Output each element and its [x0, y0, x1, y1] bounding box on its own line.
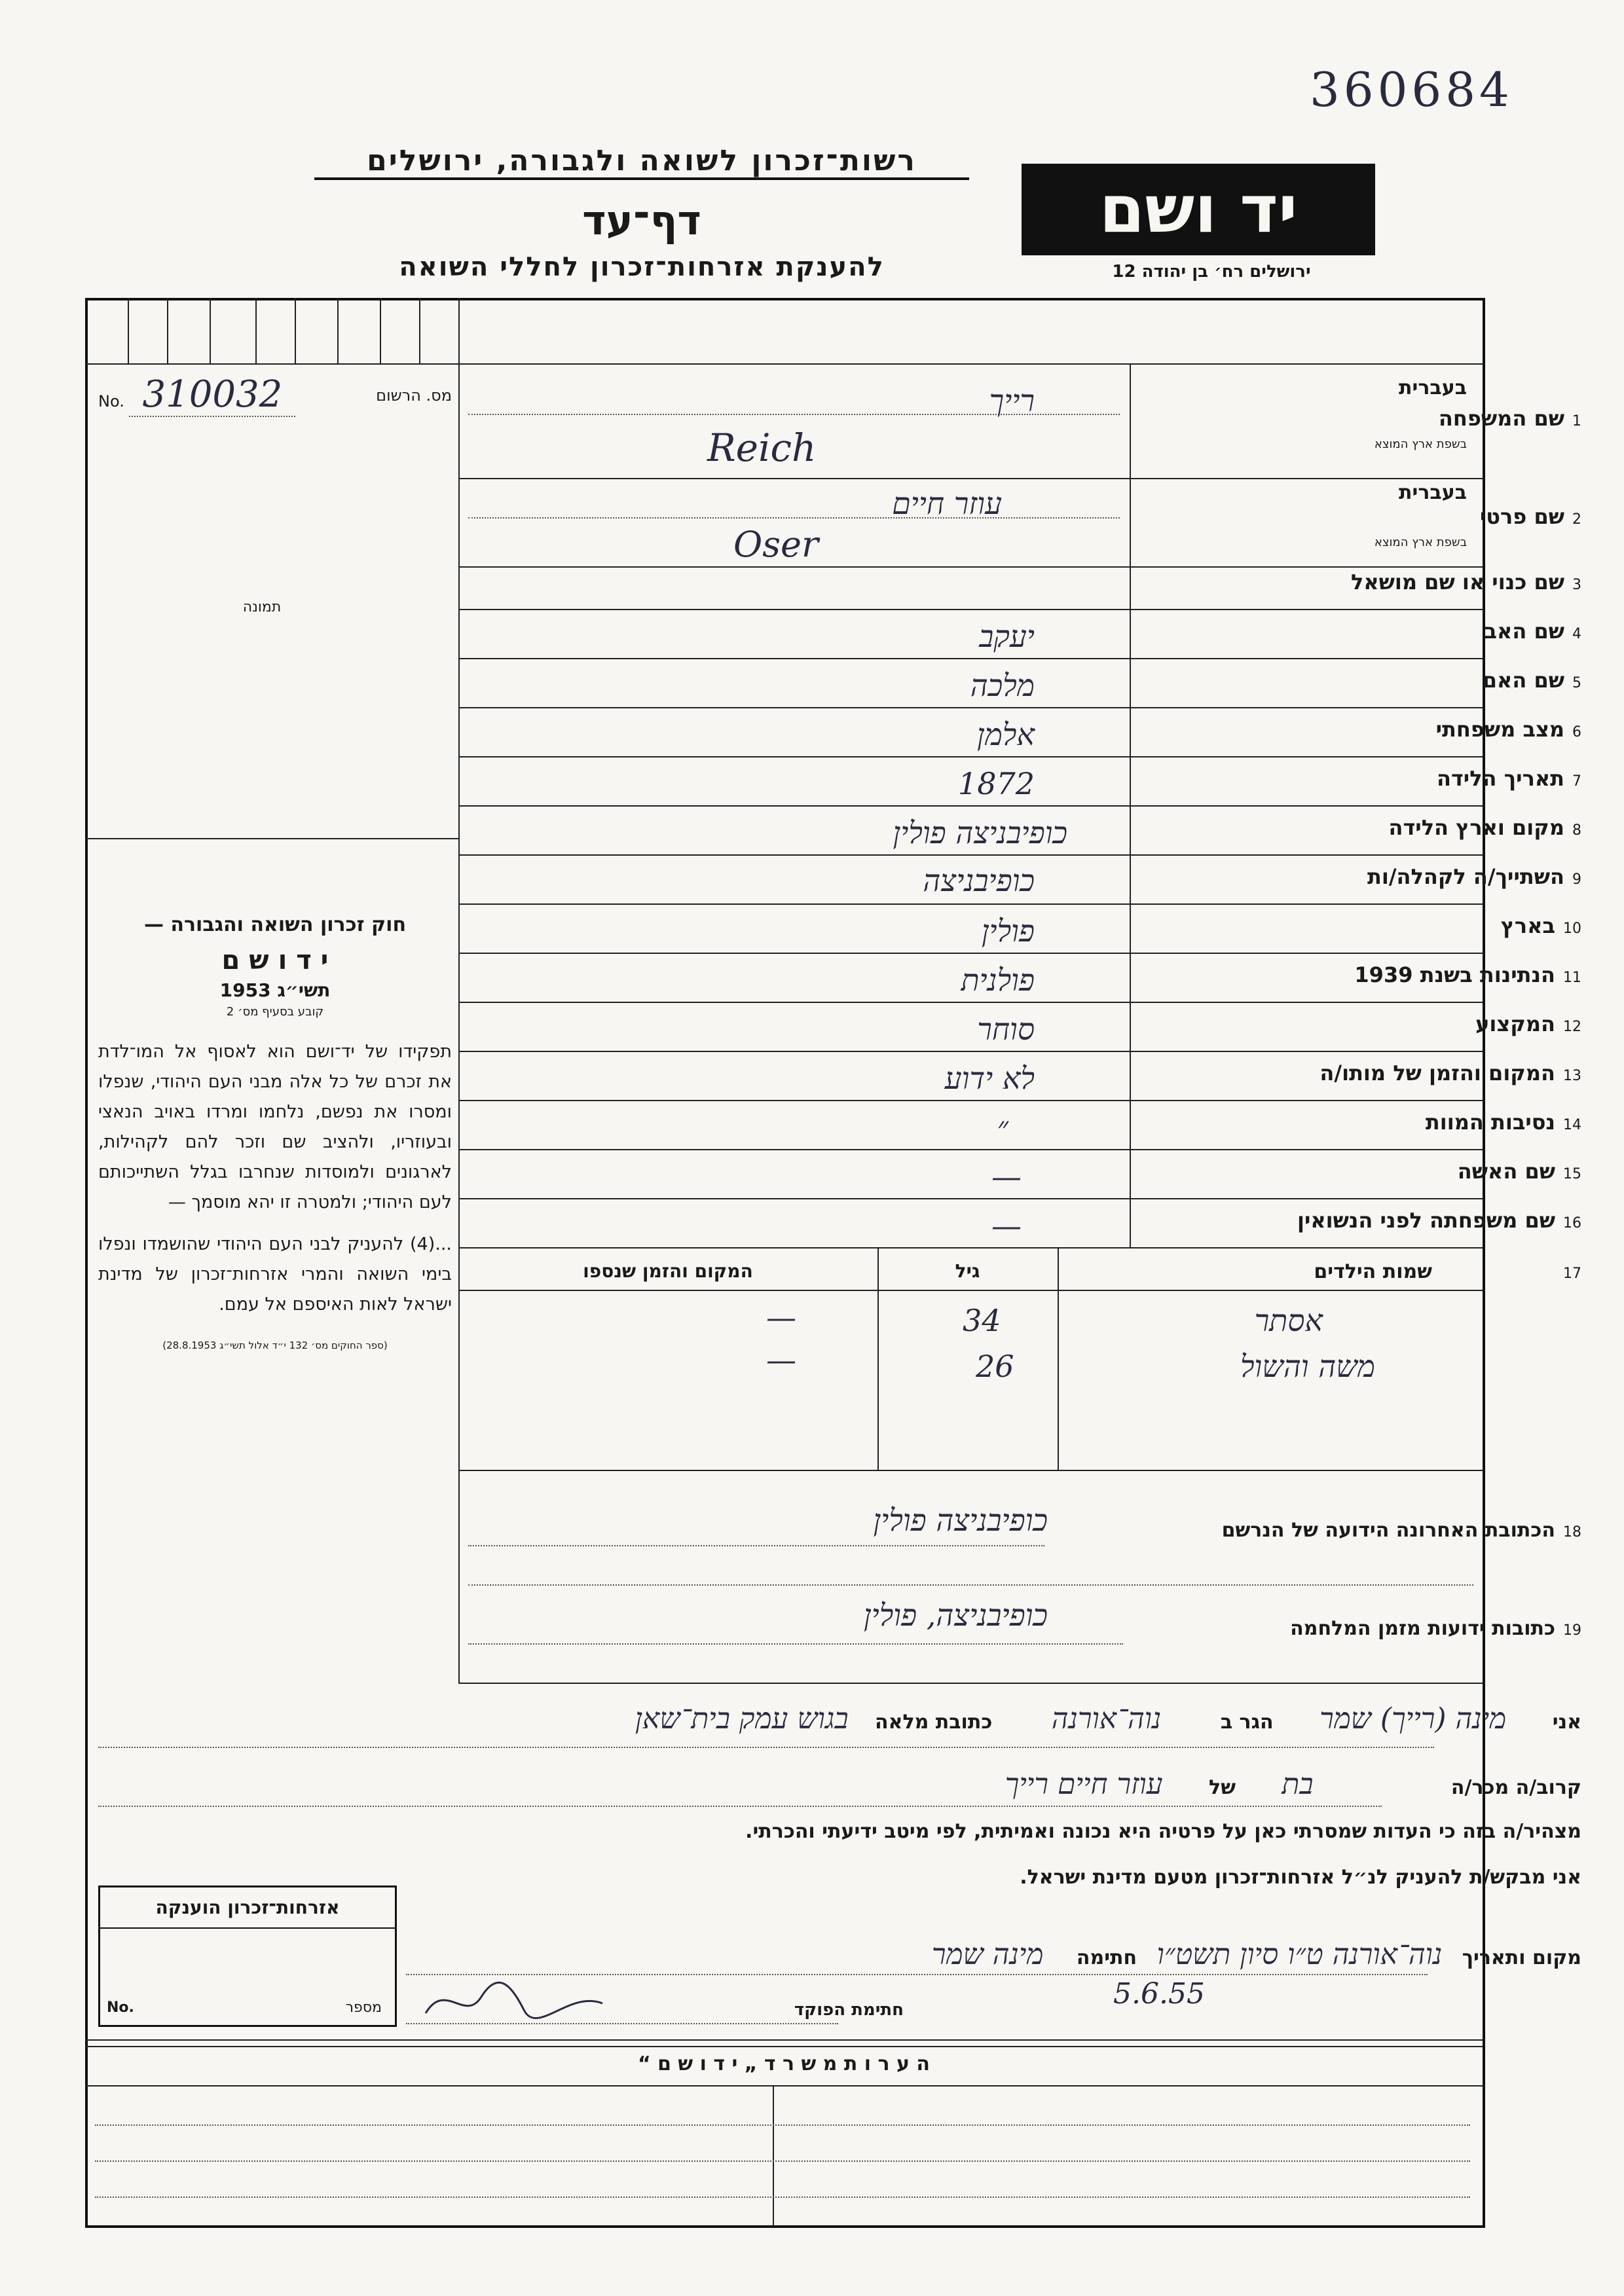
field-16-label — [1297, 1208, 1581, 1233]
field-14-label — [1426, 1110, 1581, 1135]
declarant-name: מינה (רייך) שמר — [1320, 1702, 1507, 1736]
field-16-label-text: שם משפחתה לפני הנשואין — [1297, 1208, 1555, 1233]
field-15-number: 15 — [1563, 1166, 1581, 1182]
photo-placeholder-label: תמונה — [242, 599, 282, 615]
field-19-dotline — [468, 1643, 1123, 1645]
field-9-label-text: השתייך/ה לקהלה/ות — [1367, 864, 1564, 889]
field-13-label — [1320, 1061, 1581, 1085]
row-line — [458, 1002, 1483, 1003]
children-bottom-line — [458, 1470, 1483, 1471]
row-line — [458, 1051, 1483, 1052]
address-bottom-line — [458, 1683, 1483, 1684]
law-year: תשי״ג 1953 — [219, 979, 331, 1001]
law-clause: קובע בסעיף מס׳ 2 — [226, 1005, 324, 1019]
field-6-label-text: מצב משפחתי — [1435, 717, 1564, 742]
field-7-number: 7 — [1572, 773, 1581, 790]
form-title: דף־עד — [582, 196, 701, 244]
strip-divider — [337, 298, 339, 363]
field-18-dotline — [468, 1545, 1044, 1546]
child-1-name: אסתר — [1254, 1303, 1323, 1338]
field-4-number: 4 — [1572, 626, 1581, 642]
row-line — [458, 805, 1483, 807]
row-line — [458, 953, 1483, 954]
registration-block — [98, 373, 452, 416]
field-3-label — [1351, 570, 1581, 594]
field-16-value: — — [991, 1208, 1022, 1243]
field-9-label — [1367, 864, 1581, 889]
strip-divider — [419, 298, 420, 363]
place-date-line — [501, 1938, 1581, 1971]
resides-label: הגר ב — [1220, 1711, 1274, 1734]
archive-stamp-number: 360684 — [1310, 62, 1513, 117]
row-line — [458, 478, 1483, 479]
field-8-label — [1388, 815, 1581, 840]
child-2-age: 26 — [976, 1349, 1014, 1384]
field-1-label — [1439, 406, 1581, 431]
field-14-number: 14 — [1563, 1117, 1581, 1133]
field-2-value-origin: Oser — [733, 524, 819, 565]
field-2-dotline — [468, 517, 1120, 519]
form-subtitle: להענקת אזרחות־זכרון לחללי השואה — [399, 252, 885, 282]
field-5-label — [1483, 668, 1581, 693]
field-19-label-text: כתובות ידועות מזמן המלחמה — [1290, 1617, 1555, 1640]
field-8-number: 8 — [1572, 822, 1581, 839]
field-2-label-text: שם פרטי — [1479, 504, 1564, 529]
field-10-label-text: בארץ — [1500, 913, 1555, 938]
memorial-box-number-row — [107, 1999, 382, 2016]
row-line — [458, 854, 1483, 856]
field-6-number: 6 — [1572, 724, 1581, 740]
resides-value: נוה־אורנה — [1051, 1702, 1162, 1736]
field-17-number: 17 — [1563, 1266, 1581, 1282]
field-12-number: 12 — [1563, 1019, 1581, 1035]
strip-divider — [128, 298, 129, 363]
left-column-divider — [458, 298, 460, 1683]
office-notes-line — [95, 2160, 1470, 2162]
field-2-label — [1480, 504, 1581, 529]
field-18-dotline-2 — [468, 1584, 1473, 1586]
field-1-number: 1 — [1572, 413, 1581, 429]
registration-number: 310032 — [129, 373, 295, 417]
header-strip-line — [85, 363, 1483, 365]
strip-divider — [255, 298, 257, 363]
field-18-value: כופיבניצה פולין — [873, 1503, 1048, 1538]
declaration-statement-2: אני מבקש/ת להעניק לנ״ל אזרחות־זכרון מטעם מדינת ישראל. — [1020, 1866, 1581, 1889]
field-15-label-text: שם האשה — [1457, 1159, 1555, 1184]
authority-name: רשות־זכרון לשואה ולגבורה, ירושלים — [314, 144, 969, 180]
field-1-value-origin: Reich — [707, 426, 817, 470]
field-1-label-text: שם המשפחה — [1438, 406, 1564, 431]
field-1-hebrew-tag: בעברית — [1399, 376, 1467, 399]
field-7-label — [1437, 766, 1581, 791]
field-4-value: יעקב — [979, 619, 1035, 654]
field-5-value: מלכה — [970, 668, 1035, 703]
registration-label: מס. הרשום — [376, 386, 452, 405]
law-clause-4: ...(4) להעניק לבני העם היהודי שהושמדו ונפלו בימי השואה והמרי אזרחות־זכרון של מדינת ישראל לאות האיספם אל עמם. — [98, 1234, 452, 1315]
row-line — [458, 903, 1483, 905]
field-2-sub-tag: בשפת ארץ המוצא — [1374, 536, 1467, 549]
field-9-number: 9 — [1572, 871, 1581, 888]
field-10-label — [1501, 913, 1581, 938]
field-1-value-hebrew: רייך — [989, 383, 1035, 418]
field-14-value: ״ — [997, 1110, 1008, 1145]
memorial-citizenship-box — [98, 1886, 397, 2027]
strip-divider — [210, 298, 211, 363]
strip-divider — [167, 298, 168, 363]
place-date-dotline — [406, 1974, 1428, 1975]
declaration-dotline-1 — [98, 1747, 1434, 1748]
field-11-label-text: הנתינות בשנת 1939 — [1354, 962, 1555, 987]
field-2-value-hebrew: עוזר חיים — [892, 486, 1002, 521]
children-col-divider — [1058, 1247, 1059, 1470]
children-names-label: שמות הילדים — [1314, 1260, 1432, 1283]
logo-address: ירושלים רח׳ בן יהודה 12 — [1112, 262, 1311, 282]
office-notes-header-line — [85, 2085, 1483, 2086]
relation-value: בת — [1282, 1768, 1314, 1801]
row-line — [458, 658, 1483, 659]
children-age-header: גיל — [955, 1260, 980, 1282]
full-address-value: בגוש עמק בית־שאן — [635, 1702, 849, 1736]
row-line — [458, 1198, 1483, 1199]
office-notes-title: ה ע ר ו ת מ ש ר ד „ י ד ו ש ם “ — [637, 2052, 931, 2075]
declaration-line-1 — [219, 1702, 1581, 1736]
declaration-i-label: אני — [1552, 1711, 1581, 1734]
field-11-value: פולנית — [961, 962, 1035, 998]
office-notes-divider — [773, 2085, 774, 2226]
declaration-dotline-2 — [98, 1806, 1382, 1807]
child-2-place: — — [766, 1342, 796, 1377]
office-notes-top-line — [85, 2039, 1483, 2041]
field-2-hebrew-tag: בעברית — [1399, 481, 1467, 504]
field-12-label — [1475, 1011, 1581, 1036]
of-label: של — [1209, 1776, 1236, 1799]
field-18-label-text: הכתובת האחרונה הידועה של הנרשם — [1221, 1519, 1555, 1542]
field-5-number: 5 — [1572, 675, 1581, 691]
field-18-number: 18 — [1563, 1524, 1581, 1540]
field-6-label — [1436, 717, 1581, 742]
place-date-value: נוה־אורנה ט״ו סיון תשט״ו — [1156, 1938, 1443, 1971]
field-16-number: 16 — [1563, 1215, 1581, 1231]
date-numeric: 5.6.55 — [1113, 1977, 1205, 2011]
field-10-number: 10 — [1563, 920, 1581, 937]
field-13-label-text: המקום והזמן של מותו/ה — [1320, 1061, 1555, 1085]
field-3-label-text: שם כנוי או שם מושאל — [1350, 570, 1564, 594]
field-14-label-text: נסיבות המוות — [1425, 1110, 1555, 1135]
field-15-label — [1458, 1159, 1581, 1184]
full-address-label: כתובת מלאה — [875, 1711, 993, 1734]
field-10-value: פולין — [981, 913, 1035, 949]
office-notes-line — [95, 2124, 1470, 2126]
field-11-label — [1354, 962, 1581, 987]
field-15-value: — — [991, 1159, 1022, 1194]
field-19-label — [1290, 1617, 1581, 1640]
field-6-value: אלמן — [976, 717, 1035, 752]
field-19-number: 19 — [1563, 1622, 1581, 1639]
field-3-number: 3 — [1572, 577, 1581, 593]
field-7-value: 1872 — [957, 766, 1035, 801]
field-2-number: 2 — [1572, 511, 1581, 528]
child-2-name: משה והשול — [1240, 1349, 1375, 1384]
memorial-box-title: אזרחות־זכרון הוענקה — [100, 1887, 395, 1929]
children-header-line — [458, 1290, 1483, 1291]
signature-value: מינה שמר — [931, 1938, 1044, 1971]
law-citation: (ספר החוקים מס׳ 132 י״ד אלול תשי״ג 28.8.1953) — [162, 1339, 388, 1351]
row-line — [458, 1149, 1483, 1150]
field-13-number: 13 — [1563, 1068, 1581, 1084]
memorial-box-no-label: No. — [107, 1999, 134, 2016]
signature-label: חתימה — [1076, 1946, 1137, 1969]
law-body: תפקידו של יד־ושם הוא לאסוף אל המו־לדת את זכרם של כל אלה מבני העם היהודי, שנפלו ומסרו את נפשם, נלחמו ומרדו באויב הנאצי ובעוזריו, ולהציב שם וזכר להם לקהילות, לארגונים ולמוסדות שנחרבו בגלל השתייכותם לעם היהודי; ולמטרה זו יהא מוסמך — — [98, 1042, 452, 1212]
field-5-label-text: שם האם — [1482, 668, 1564, 693]
row-line — [458, 1247, 1483, 1248]
row-line — [458, 707, 1483, 708]
strip-divider — [295, 298, 296, 363]
field-4-label-text: שם האב — [1484, 619, 1564, 644]
officer-signature-scribble — [419, 1977, 616, 2030]
row-line — [458, 756, 1483, 757]
officer-signature-label: חתימת הפוקד — [794, 2000, 904, 2020]
child-1-age: 34 — [963, 1303, 1001, 1338]
row-line — [458, 566, 1483, 568]
strip-divider — [380, 298, 381, 363]
officer-signature-svg — [419, 1977, 616, 2030]
office-notes-line — [95, 2196, 1470, 2198]
field-7-label-text: תאריך הלידה — [1436, 766, 1564, 791]
field-13-value: לא ידוע — [944, 1061, 1035, 1096]
law-name: י ד ו ש ם — [221, 945, 329, 975]
row-line — [458, 1100, 1483, 1101]
field-19-value: כופיבניצה, פולין — [863, 1597, 1048, 1633]
field-12-value: סוחר — [977, 1011, 1035, 1047]
field-12-label-text: המקצוע — [1475, 1011, 1555, 1036]
field-9-value: כופיבניצה — [923, 863, 1035, 898]
law-title: חוק זכרון השואה והגבורה — — [143, 913, 407, 936]
declaration-statement-1: מצהיר/ה בזה כי העדות שמסרתי כאן על פרטיה היא נכונה ואמיתית, לפי מיטב ידיעתי והכרתי. — [745, 1820, 1581, 1843]
field-11-number: 11 — [1563, 970, 1581, 986]
relative-label: קרוב/ה מכר/ה — [1450, 1776, 1581, 1799]
photo-box-bottom — [85, 838, 458, 839]
children-place-header: המקום והזמן שנספו — [583, 1260, 753, 1282]
row-line — [458, 609, 1483, 610]
field-18-label — [1222, 1519, 1581, 1542]
memorial-box-number-label: מספר — [345, 1999, 382, 2016]
child-1-place: — — [766, 1300, 796, 1335]
field-8-value: כופיבניצה פולין — [893, 815, 1067, 850]
field-4-label — [1485, 619, 1581, 644]
field-8-label-text: מקום וארץ הלידה — [1388, 815, 1564, 840]
children-names-header — [1314, 1260, 1581, 1283]
law-block — [98, 913, 452, 1351]
office-notes-top-line-2 — [85, 2046, 1483, 2047]
declaration-line-2 — [219, 1768, 1581, 1801]
field-1-sub-tag: בשפת ארץ המוצא — [1374, 437, 1467, 451]
registration-no-label: No. — [98, 392, 124, 410]
place-date-label: מקום ותאריך — [1462, 1946, 1581, 1969]
of-name-value: עוזר חיים רייך — [1005, 1768, 1163, 1801]
yad-vashem-logo: יד ושם — [1022, 164, 1375, 255]
